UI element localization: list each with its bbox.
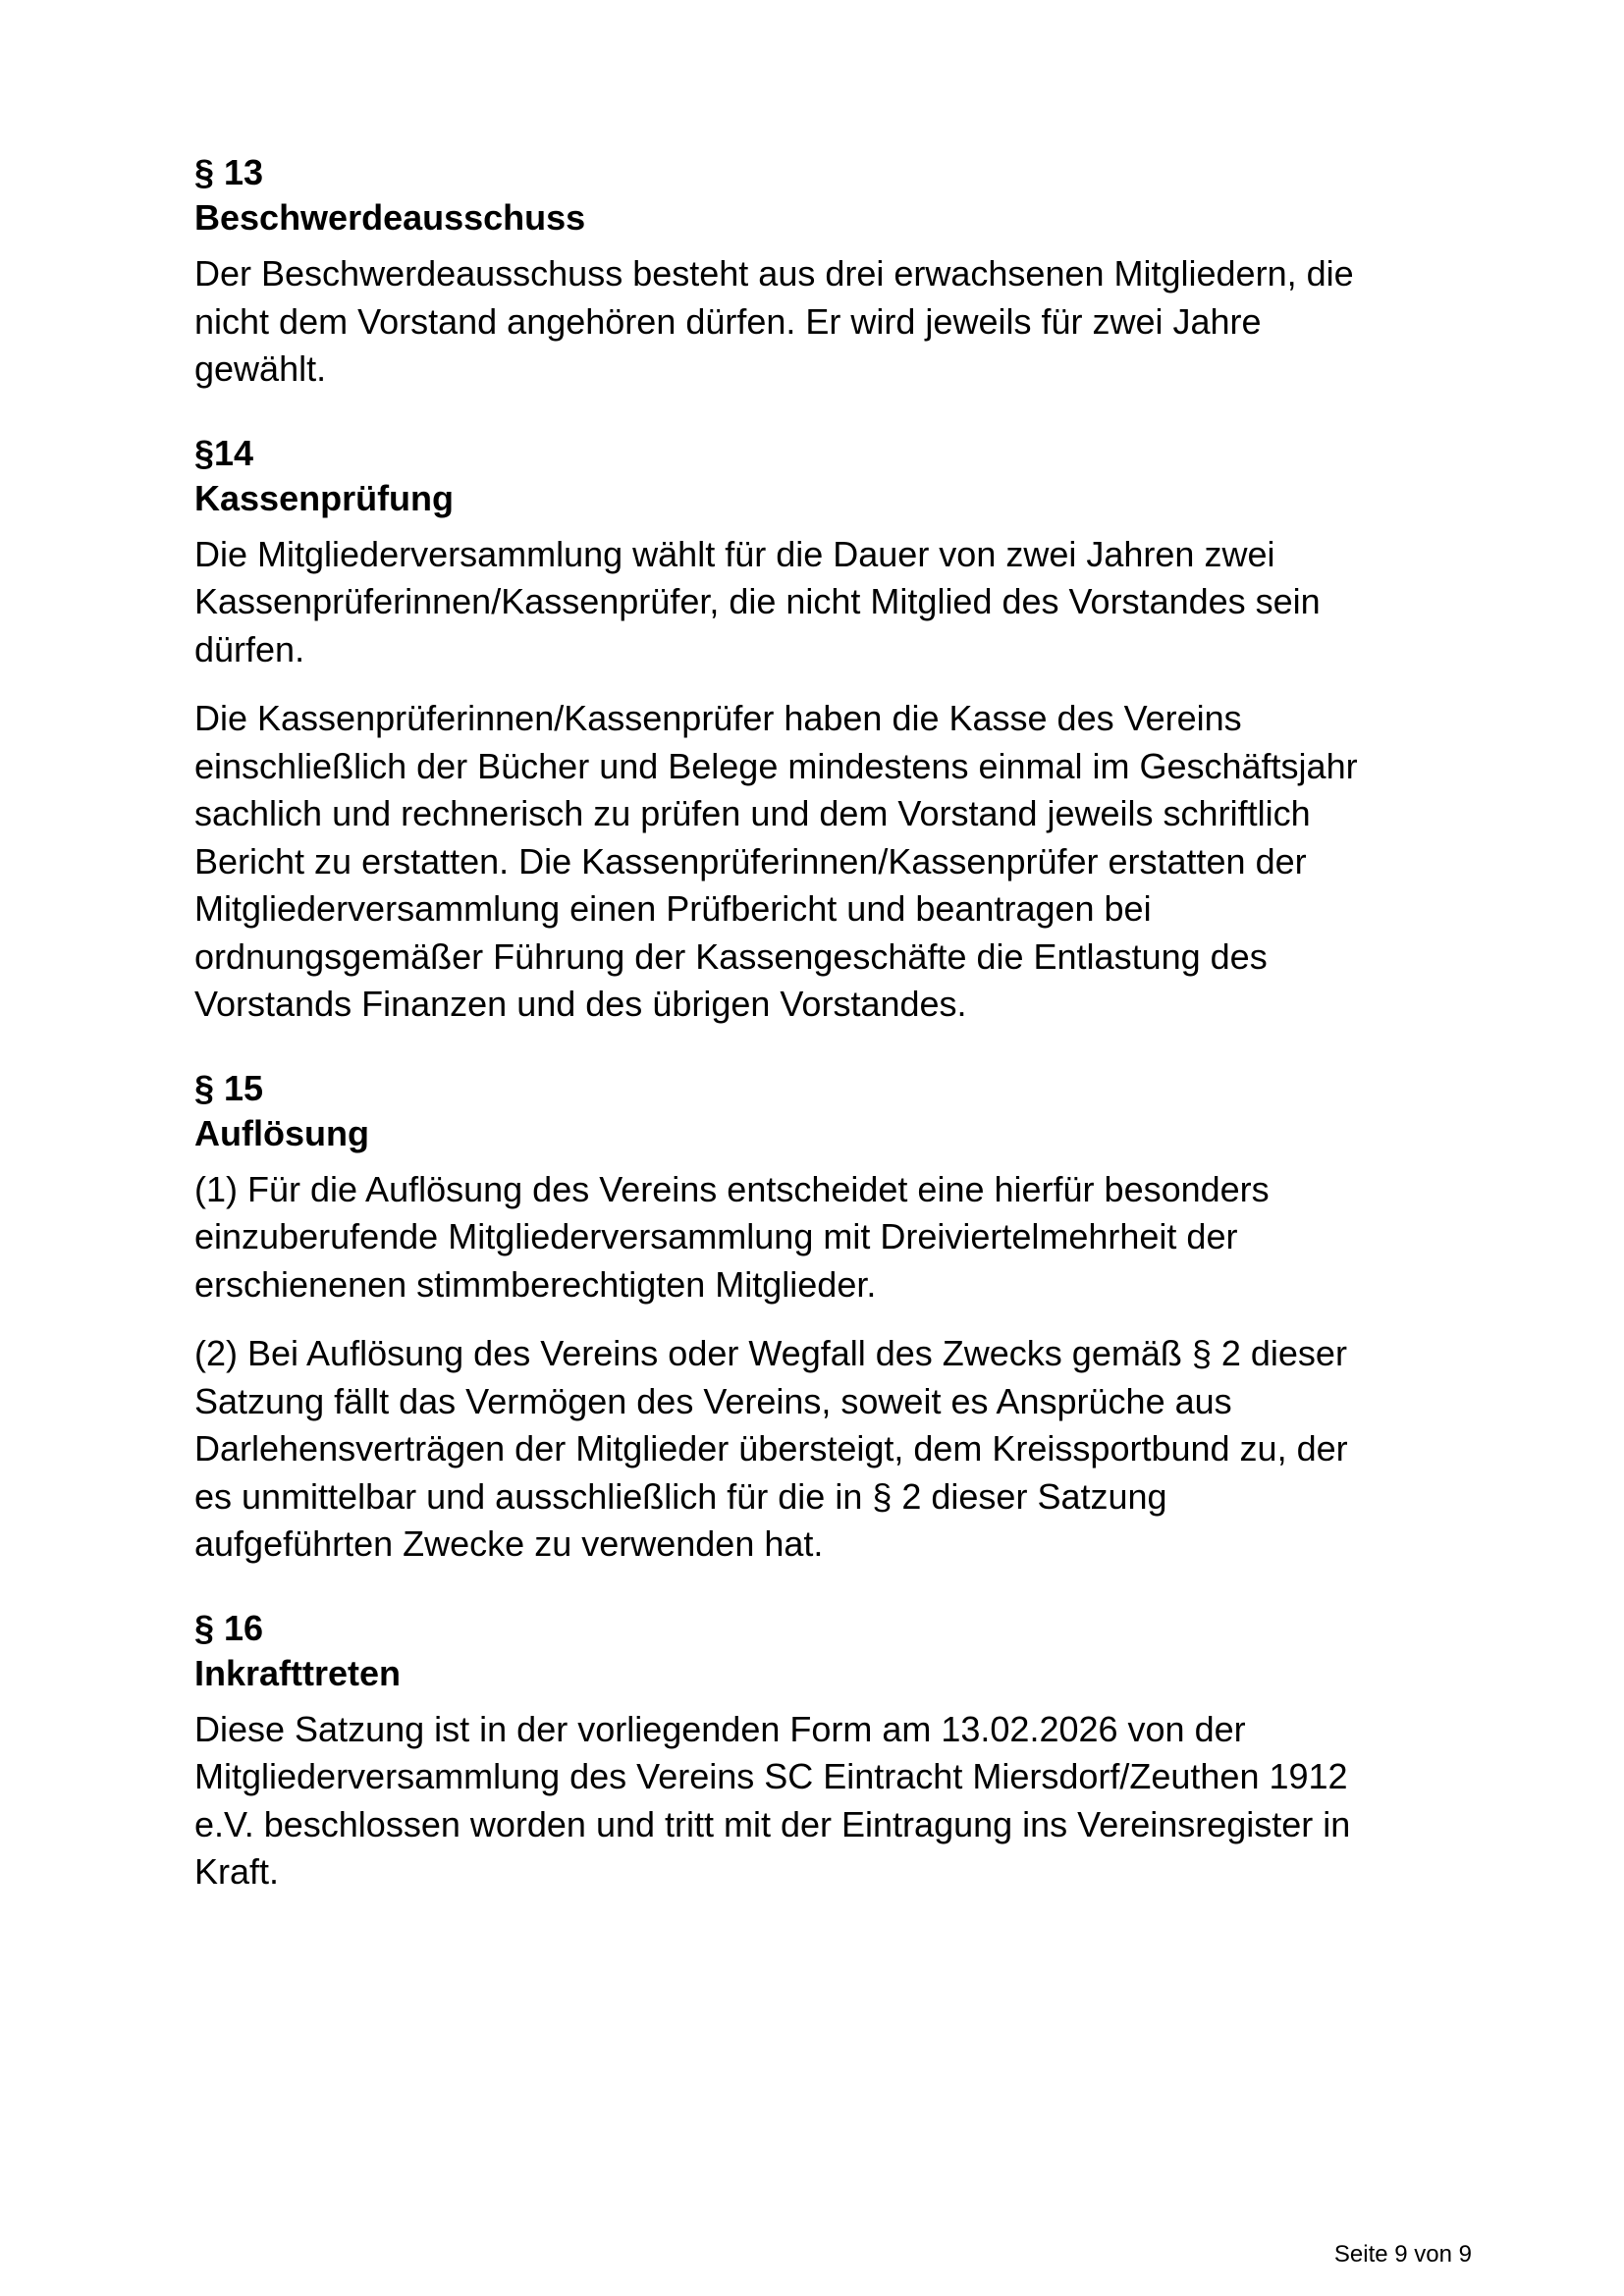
section-number: § 15 [194, 1067, 264, 1108]
section-title: Inkrafttreten [194, 1652, 402, 1693]
paragraph: Die Mitgliederversammlung wählt für die Dauer von zwei Jahren zwei Kassenprüferinnen/Kassenprüfer, die nicht Mitglied des Vorstandes sein dürfen. [194, 533, 1321, 669]
section-16 [194, 1606, 1471, 1896]
paragraph: (1) Für die Auflösung des Vereins entscheidet eine hierfür besonders einzuberufende Mitgliederversammlung mit Dreiviertelmehrheit der erschienenen stimmberechtigten Mitglieder. [194, 1168, 1270, 1305]
section-title: Kassenprüfung [194, 477, 455, 518]
paragraph: (2) Bei Auflösung des Vereins oder Wegfall des Zwecks gemäß § 2 dieser Satzung fällt das Vermögen des Vereins, soweit es Ansprüche aus Darlehensverträgen der Mitglieder übersteigt, dem Kreissportbund zu, der es unmittelbar und ausschließlich für die in § 2 dieser Satzung aufgeführten Zwecke zu verwenden hat. [194, 1333, 1348, 1564]
page-number: Seite 9 von 9 [1333, 2241, 1472, 2268]
paragraph: Der Beschwerdeausschuss besteht aus drei erwachsenen Mitgliedern, die nicht dem Vorstand angehören dürfen. Er wird jeweils für zwei Jahre gewählt. [194, 253, 1354, 389]
section-title: Auflösung [194, 1112, 369, 1153]
section-14 [194, 431, 1471, 1029]
section-number: § 16 [194, 1607, 264, 1648]
section-number: § 13 [194, 152, 264, 192]
document-body [194, 150, 1471, 1934]
paragraph: Diese Satzung ist in der vorliegenden Form am 13.02.2026 von der Mitgliederversammlung des Vereins SC Eintracht Miersdorf/Zeuthen 1912 e.V. beschlossen worden und tritt mit der Eintragung ins Vereinsregister in Kraft. [194, 1708, 1351, 1892]
section-15 [194, 1066, 1471, 1569]
section-number: §14 [194, 432, 254, 473]
paragraph: Die Kassenprüferinnen/Kassenprüfer haben die Kasse des Vereins einschließlich der Bücher und Belege mindestens einmal im Geschäftsjahr sachlich und rechnerisch zu prüfen und dem Vorstand jeweils schriftlich Bericht zu erstatten. Die Kassenprüferinnen/Kassenprüfer erstatten der Mitgliederversammlung einen Prüfbericht und beantragen bei ordnungsgemäßer Führung der Kassengeschäfte die Entlastung des Vorstands Finanzen und des übrigen Vorstandes. [194, 698, 1358, 1024]
section-title: Beschwerdeausschuss [194, 197, 586, 238]
section-13 [194, 150, 1471, 394]
